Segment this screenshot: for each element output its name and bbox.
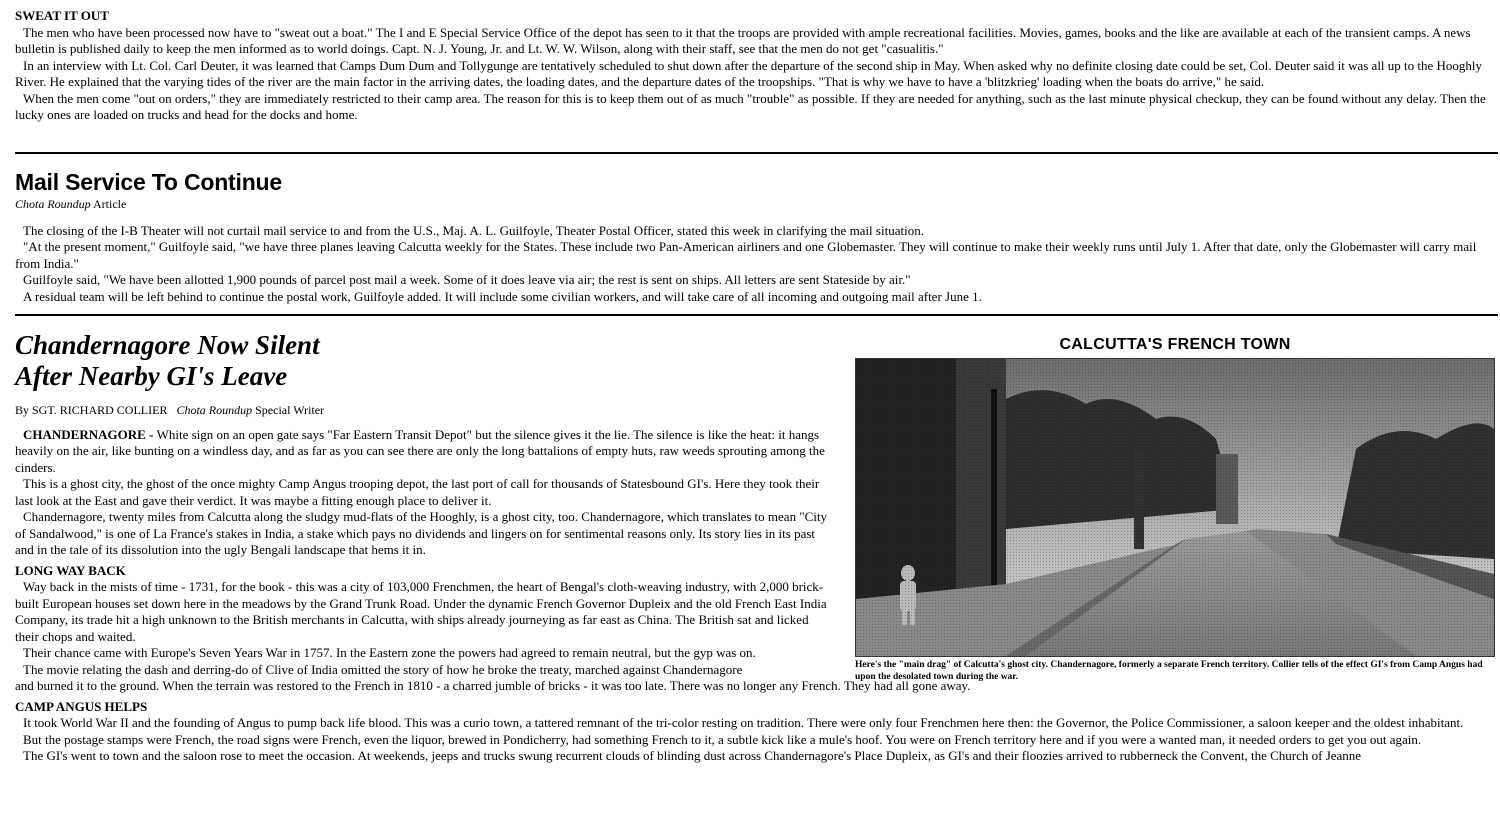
paragraph: But the postage stamps were French, the road signs were French, even the liquor, brewed in Pondicherry, had something French to it, a subtle kick like a mule's hoof. You were on French territory here and if you were a wanted man, it needed orders to get you out again. [23,731,1422,747]
paragraph: "At the present moment," Guilfoyle said, "we have three planes leaving Calcutta weekly for the States. These include two Pan-American airliners and one Globemaster. They will continue to make their weekly runs until July 1. After that date, only the Globemaster will carry mail from India." [15,239,1477,271]
paragraph: The movie relating the dash and derring-do of Clive of India omitted the story of how he broke the treaty, marched against Chandernagore [23,661,743,677]
paragraph: Their chance came with Europe's Seven Years War in 1757. In the Eastern zone the powers had agreed to remain neutral, but the gyp was on. [23,645,756,660]
section-heading: SWEAT IT OUT [15,8,109,23]
paragraph: When the men come "out on orders," they are immediately restricted to their camp area. The reason for this is to keep them out of as much "trouble" as possible. If they are needed for anything, such as the last minute physical checkup, they can be found without any delay. Then the lucky ones are loaded on trucks and head for the docks and home. [15,90,1486,122]
paragraph: The closing of the I-B Theater will not curtail mail service to and from the U.S., Maj. A. L. Guilfoyle, Theater Postal Officer, stated this week in clarifying the mail situation. [23,222,924,238]
photo-figure [855,337,1495,683]
paragraph: The GI's went to town and the saloon rose to meet the occasion. At weekends, jeeps and trucks swung recurrent clouds of blinding dust across Chandernagore's Place Dupleix, as GI's and their floozies arrived to rubberneck the Convent, the Church of Jeanne [23,748,1362,763]
mail-service-article [15,168,1490,305]
photo-caption: Here's the "main drag" of Calcutta's ghost city. Chandernagore, formerly a separate French territory. Collier tells of the effect GI's from Camp Angus had upon the desolated town during the war. [855,659,1483,682]
paragraph-continued: and burned it to the ground. When the terrain was restored to the French in 1810 - a charred jumble of bricks - it was too late. There was no longer any French. They had all gone away. [15,678,971,693]
paragraph: It took World War II and the founding of Angus to pump back life blood. This was a curio town, a tattered remnant of the tri-color resting on tradition. There were only four Frenchmen here then: the Governor, the Police Commissioner, a saloon keeper and the oldest inhabitant. [23,715,1464,730]
paragraph: A residual team will be left behind to continue the postal work, Guilfoyle added. It will include some civilian workers, and will take care of all incoming and outgoing mail after June 1. [23,288,982,304]
paragraph: Guilfoyle said, "We have been allotted 1,900 pounds of parcel post mail a week. Some of it does leave via air; the rest is sent on ships. All letters are sent Stateside by air." [23,272,911,287]
text-column [15,427,830,679]
paragraph: This is a ghost city, the ghost of the once mighty Camp Angus trooping depot, the last port of call for thousands of Statesbound GI's. Here they took their last look at the East and gave their verdict. It was maybe a fitting enough place to deliver it. [15,476,820,508]
sweat-it-out-section [15,8,1495,124]
subheading: CAMP ANGUS HELPS [15,698,148,714]
section-divider [15,152,1498,154]
article-kicker: Chota Roundup Article [15,197,127,211]
subheading: LONG WAY BACK [15,562,126,578]
article-title: Chandernagore Now Silent After Nearby GI's Leave [15,330,320,391]
paragraph: Chandernagore, twenty miles from Calcutta along the sludgy mud-flats of the Hooghly, is a ghost city, too. Chandernagore, which translates to mean "City of Sandalwood," is one of La France's stakes in India, a stake which pays no dividends and lingers on for sentimental reasons only. Its story lies in its past and in the tale of its dissolution into the ugly Bengali landscape that hems it in. [15,509,828,557]
text-full-width [15,678,1490,765]
article-title: Mail Service To Continue [15,169,282,195]
publication-name: Chota Roundup [15,197,91,211]
paragraph: The men who have been processed now have to "sweat out a boat." The I and E Special Service Office of the depot has seen to it that the troops are provided with ample recreational facilities. Movies, games, books and the like are available at each of the transient camps. A news bulletin is published daily to keep the men informed as to world doings. Capt. N. J. Young, Jr. and Lt. W. W. Wilson, along with their staff, see that the men do not get "casualitis." [15,24,1471,56]
publication-name: Chota Roundup [176,403,253,417]
paragraph: In an interview with Lt. Col. Carl Deuter, it was learned that Camps Dum Dum and Tollygunge are tentatively scheduled to shut down after the departure of the second ship in May. When asked why no definite closing date could be set, Col. Deuter said it was all up to the Hooghly River. He explained that the varying tides of the river are the main factor in the arriving dates, the loading dates, and the departure dates of the troopships. "That is why we have to have a 'blitzkrieg' loading when the boats do arrive," he said. [15,57,1483,89]
lead-paragraph: CHANDERNAGORE - White sign on an open gate says "Far Eastern Transit Depot" but the silence gives it the lie. The silence is like the heat: it hangs heavily on the air, like bunting on a windless day, and as far as you can see there are only the long battalions of empty huts, raw weeds sprouting among the cinders. [15,426,825,475]
street-photo [855,358,1495,657]
byline: By SGT. RICHARD COLLIER Chota Roundup Special Writer [15,403,325,417]
section-divider [15,314,1498,316]
photo-title: CALCUTTA'S FRENCH TOWN [1059,336,1291,353]
dateline: CHANDERNAGORE - [23,426,157,442]
paragraph: Way back in the mists of time - 1731, for the book - this was a city of 103,000 Frenchmen, the heart of Bengal's cloth-weaving industry, with 2,000 brick-built European houses set down here in the meadows by the Grand Trunk Road. Under the dynamic French Governor Dupleix and the old French East India Company, its trade hit a high unknown to the British merchants in Calcutta, with ships already journeying as far east as China. The British sat and licked their chops and waited. [15,579,827,644]
